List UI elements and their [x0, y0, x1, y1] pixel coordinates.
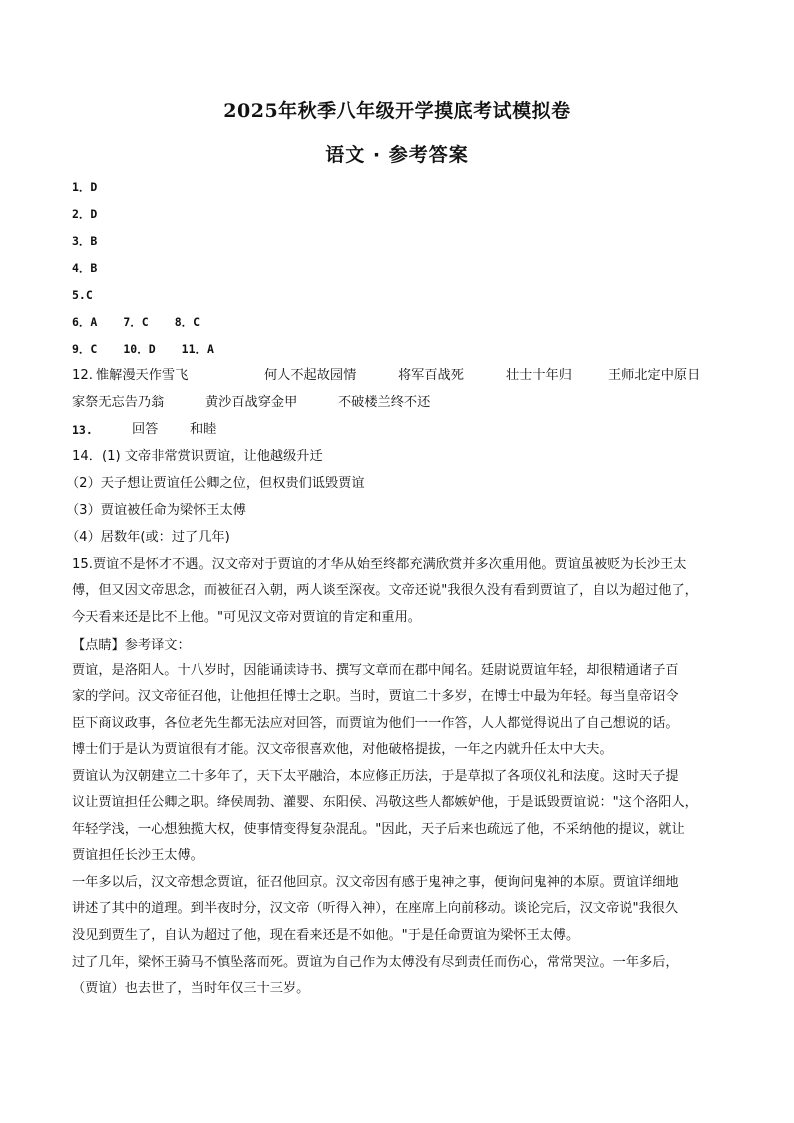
answer-15-line: 傅，但又因文帝思念，而被征召入朝，两人谈至深夜。文帝还说"我很久没有看到贾谊了，自以为超过他了， [72, 583, 698, 599]
answer-13-number: 13. [72, 423, 93, 437]
answer-12-item: 惟解漫天作雪飞 [96, 368, 189, 383]
answer-11: 11．A [181, 342, 214, 356]
translation-line: 议让贾谊担任公卿之职。绛侯周勃、灌婴、东阳侯、冯敬这些人都嫉妒他，于是诋毁贾谊说："这个洛阳人， [72, 795, 698, 811]
translation-line: 贾谊认为汉朝建立二十多年了，天下太平融洽，本应修正历法，于是草拟了各项仪礼和法度。这时天子提 [72, 769, 679, 784]
answer-12-item: 王师北定中原日 [608, 368, 701, 383]
answer-8: 8．C [174, 315, 201, 329]
answer-14-3: （3）贾谊被任命为梁怀王太傅 [66, 503, 246, 518]
answer-6: 6．A [72, 315, 98, 329]
answer-12-item: 不破楼兰终不还 [338, 395, 431, 410]
translation-line: 家的学问。汉文帝征召他，让他担任博士之职。当时，贾谊二十多岁，在博士中最为年轻。每当皇帝诏令 [72, 689, 679, 705]
answer-row-6-8 [72, 312, 200, 332]
translation-line: 年轻学浅，一心想独揽大权，使事情变得复杂混乱。"因此，天子后来也疏远了他，不采纳他的提议，就让 [72, 821, 685, 837]
answer-15-line: 15.贾谊不是怀才不遇。汉文帝对于贾谊的才华从始至终都充满欣赏并多次重用他。贾谊虽被贬为长沙王太 [72, 557, 687, 572]
answer-13-item: 和睦 [190, 422, 217, 437]
answer-row-9-11 [72, 339, 214, 359]
page-title: 2025年秋季八年级开学摸底考试模拟卷 [223, 100, 571, 122]
answer-4: 4．B [72, 261, 98, 275]
translation-line: 讲述了其中的道理。到半夜时分，汉文帝（听得入神），在座席上向前移动。谈论完后，汉文帝说"我很久 [72, 901, 679, 917]
answer-12-item: 壮士十年归 [506, 368, 572, 383]
answer-13 [72, 420, 217, 441]
answer-12-number: 12. [72, 368, 93, 383]
translation-paragraph-1 [72, 658, 732, 764]
translation-line: 臣下商议政事，各位老先生都无法应对回答，而贾谊为他们一一作答，人人都觉得说出了自己想说的话。 [72, 715, 679, 731]
answer-15-line: 今天看来还是比不上他。"可见汉文帝对贾谊的肯定和重用。 [72, 609, 421, 625]
translation-paragraph-2 [72, 764, 732, 870]
translation-line: 一年多以后，汉文帝想念贾谊，征召他回京。汉文帝因有感于鬼神之事，便询问鬼神的本原。贾谊详细地 [72, 875, 679, 890]
answer-12-item: 家祭无忘告乃翁 [72, 395, 165, 410]
answer-9: 9．C [72, 342, 98, 356]
translation-paragraph-3 [72, 870, 732, 949]
answer-2: 2．D [72, 207, 98, 221]
note-label: 【点睛】参考译文： [72, 638, 191, 653]
answer-14-4: （4）居数年(或：过了几年) [66, 530, 230, 545]
answer-13-item: 回答 [132, 422, 159, 437]
translation-line: 贾谊，是洛阳人。十八岁时，因能诵读诗书、撰写文章而在郡中闻名。廷尉说贾谊年轻，却很精通诸子百 [72, 663, 679, 678]
answer-15 [72, 552, 732, 631]
translation-line: 没见到贾生了，自认为超过了他，现在看来还是不如他。"于是任命贾谊为梁怀王太傅。 [72, 927, 580, 943]
answer-7: 7．C [123, 315, 149, 329]
answer-10: 10．D [123, 342, 156, 356]
answer-5: 5.C [72, 288, 93, 302]
answer-14-1: 14．(1) 文帝非常赏识贾谊，让他越级升迁 [72, 449, 323, 464]
translation-line: 贾谊担任长沙王太傅。 [72, 848, 204, 864]
answer-12-item: 黄沙百战穿金甲 [205, 395, 298, 410]
translation-line: （贾谊）也去世了，当时年仅三十三岁。 [72, 981, 310, 997]
answer-3: 3．B [72, 234, 98, 248]
answer-12-line-2 [72, 393, 431, 413]
answer-12-item: 何人不起故园情 [264, 368, 357, 383]
translation-paragraph-4 [72, 950, 732, 1003]
translation-line: 博士们于是认为贾谊很有才能。汉文帝很喜欢他，对他破格提拔，一年之内就升任太中大夫。 [72, 742, 613, 758]
translation-line: 过了几年，梁怀王骑马不慎坠落而死。贾谊为自己作为太傅没有尽到责任而伤心，常常哭泣。一年多后， [72, 955, 679, 970]
answer-1: 1．D [72, 180, 98, 194]
answer-14-2: （2）天子想让贾谊任公卿之位，但权贵们诋毁贾谊 [66, 476, 365, 491]
answer-12-line-1 [72, 366, 701, 386]
answer-12-item: 将军百战死 [398, 368, 464, 383]
page-subtitle: 语文 · 参考答案 [325, 144, 469, 166]
